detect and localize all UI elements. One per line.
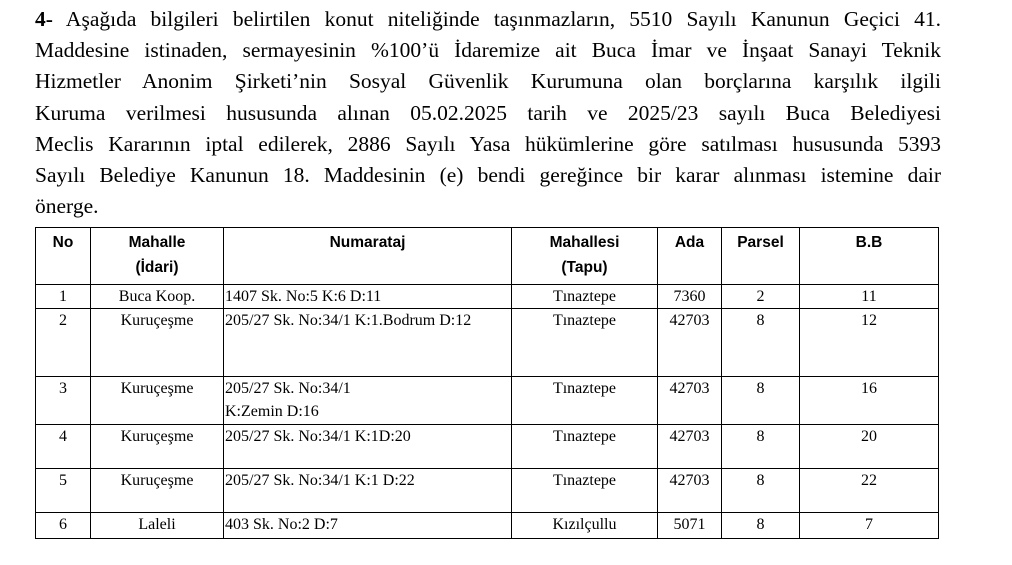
paragraph-line-5: Meclis Kararının iptal edilerek, 2886 Sayılı Yasa hükümlerine göre satılması hususunda 5393	[35, 131, 941, 156]
cell-bb: 16	[800, 377, 939, 425]
cell-mahalle: Laleli	[91, 513, 224, 539]
table-row	[36, 513, 939, 539]
paragraph-line-7: önerge.	[35, 194, 99, 219]
paragraph-line-3: Hizmetler Anonim Şirketi’nin Sosyal Güvenlik Kurumuna olan borçlarına karşılık ilgili	[35, 69, 941, 94]
cell-no: 2	[36, 309, 91, 377]
cell-mahallesi: Tınaztepe	[512, 309, 658, 377]
cell-mahalle: Kuruçeşme	[91, 469, 224, 513]
paragraph-line-4: Kuruma verilmesi hususunda alınan 05.02.2025 tarih ve 2025/23 sayılı Buca Belediyesi	[35, 100, 941, 125]
cell-bb: 7	[800, 513, 939, 539]
table-row	[36, 285, 939, 309]
header-no: No	[36, 228, 91, 285]
cell-no: 6	[36, 513, 91, 539]
item-number: 4-	[35, 7, 53, 31]
paragraph-line-1-text: Aşağıda bilgileri belirtilen konut niteliğinde taşınmazların, 5510 Sayılı Kanunun Geçici 41.	[65, 7, 941, 31]
cell-numarataj: 205/27 Sk. No:34/1 K:1 D:22	[224, 469, 512, 513]
cell-parsel: 8	[722, 425, 800, 469]
cell-bb: 11	[800, 285, 939, 309]
header-mahalle: Mahalle (İdari)	[91, 228, 224, 285]
table-row	[36, 469, 939, 513]
cell-no: 3	[36, 377, 91, 425]
header-ada: Ada	[658, 228, 722, 285]
cell-parsel: 8	[722, 469, 800, 513]
cell-parsel: 8	[722, 513, 800, 539]
header-parsel: Parsel	[722, 228, 800, 285]
paragraph-line-6: Sayılı Belediye Kanunun 18. Maddesinin (e) bendi gereğince bir karar alınması istemine dair	[35, 163, 941, 188]
cell-ada: 5071	[658, 513, 722, 539]
header-numarataj: Numarataj	[224, 228, 512, 285]
table-row	[36, 309, 939, 377]
cell-mahallesi: Tınaztepe	[512, 425, 658, 469]
table-row	[36, 377, 939, 425]
cell-mahalle: Buca Koop.	[91, 285, 224, 309]
cell-numarataj: 1407 Sk. No:5 K:6 D:11	[224, 285, 512, 309]
cell-ada: 42703	[658, 469, 722, 513]
cell-ada: 42703	[658, 309, 722, 377]
header-bb: B.B	[800, 228, 939, 285]
cell-no: 4	[36, 425, 91, 469]
cell-no: 5	[36, 469, 91, 513]
cell-ada: 42703	[658, 377, 722, 425]
cell-numarataj: 205/27 Sk. No:34/1 K:1.Bodrum D:12	[224, 309, 512, 377]
cell-ada: 7360	[658, 285, 722, 309]
cell-mahallesi: Tınaztepe	[512, 377, 658, 425]
cell-mahallesi: Tınaztepe	[512, 285, 658, 309]
cell-parsel: 8	[722, 377, 800, 425]
cell-mahallesi: Tınaztepe	[512, 469, 658, 513]
cell-parsel: 2	[722, 285, 800, 309]
motion-paragraph	[35, 4, 941, 222]
cell-numarataj: 205/27 Sk. No:34/1 K:Zemin D:16	[224, 377, 512, 425]
property-table	[35, 227, 939, 539]
cell-mahalle: Kuruçeşme	[91, 425, 224, 469]
cell-mahalle: Kuruçeşme	[91, 377, 224, 425]
paragraph-line-2: Maddesine istinaden, sermayesinin %100’ü İdaremize ait Buca İmar ve İnşaat Sanayi Teknik	[35, 38, 941, 63]
cell-bb: 12	[800, 309, 939, 377]
cell-ada: 42703	[658, 425, 722, 469]
cell-bb: 20	[800, 425, 939, 469]
cell-numarataj: 403 Sk. No:2 D:7	[224, 513, 512, 539]
table-header-row	[36, 228, 939, 285]
cell-mahallesi: Kızılçullu	[512, 513, 658, 539]
cell-bb: 22	[800, 469, 939, 513]
cell-parsel: 8	[722, 309, 800, 377]
cell-numarataj: 205/27 Sk. No:34/1 K:1D:20	[224, 425, 512, 469]
cell-mahalle: Kuruçeşme	[91, 309, 224, 377]
cell-no: 1	[36, 285, 91, 309]
header-mahallesi: Mahallesi (Tapu)	[512, 228, 658, 285]
table-row	[36, 425, 939, 469]
paragraph-line-1	[35, 4, 941, 35]
